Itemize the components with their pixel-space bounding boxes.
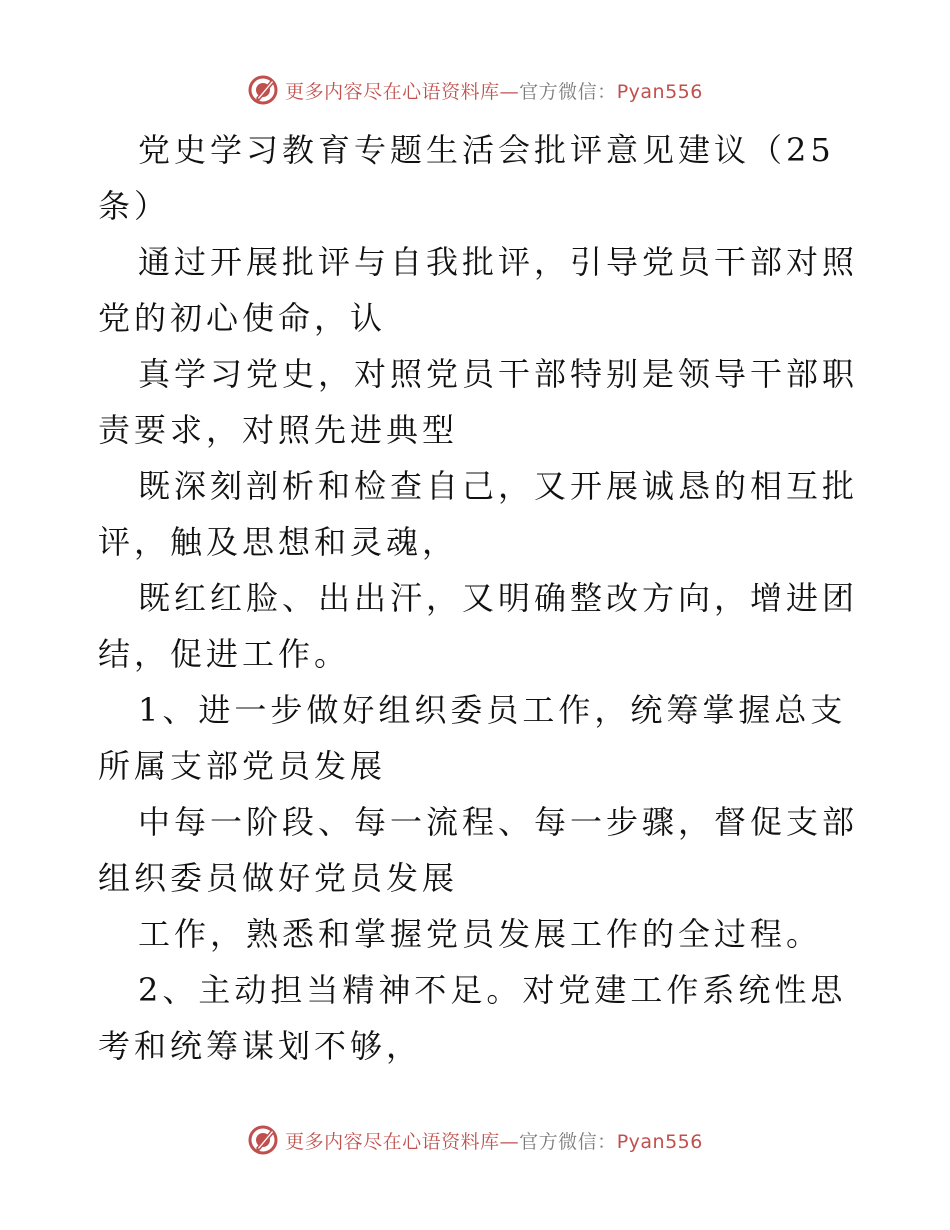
banner-text	[285, 77, 703, 104]
paragraph: 1、进一步做好组织委员工作，统筹掌握总支所属支部党员发展	[98, 691, 847, 785]
banner-separator: —	[499, 1130, 520, 1153]
banner-site-name: 更多内容尽在心语资料库	[285, 1130, 500, 1153]
banner-text	[285, 1127, 703, 1154]
paragraph: 既深刻剖析和检查自己，又开展诚恳的相互批评，触及思想和灵魂，	[98, 467, 859, 561]
paragraph: 真学习党史，对照党员干部特别是领导干部职责要求，对照先进典型	[98, 355, 859, 449]
banner-wechat-label: 官方微信：	[519, 80, 617, 103]
banner-site-name: 更多内容尽在心语资料库	[285, 80, 500, 103]
banner-separator: —	[499, 80, 520, 103]
paragraph: 2、主动担当精神不足。对党建工作系统性思考和统筹谋划不够，	[98, 971, 847, 1065]
document-body	[98, 122, 858, 1074]
footer-banner	[0, 1120, 950, 1160]
paragraph: 通过开展批评与自我批评，引导党员干部对照党的初心使命，认	[98, 243, 859, 337]
paragraph: 工作，熟悉和掌握党员发展工作的全过程。	[138, 915, 823, 953]
banner-wechat-account: Pyan556	[616, 1130, 703, 1153]
document-title: 党史学习教育专题生活会批评意见建议（25条）	[98, 131, 835, 225]
pen-circle-logo-icon	[247, 74, 279, 106]
banner-wechat-label: 官方微信：	[519, 1130, 617, 1153]
pen-circle-logo-icon	[247, 1124, 279, 1156]
header-banner	[0, 70, 950, 110]
banner-wechat-account: Pyan556	[616, 80, 703, 103]
paragraph: 中每一阶段、每一流程、每一步骤，督促支部组织委员做好党员发展	[98, 803, 859, 897]
paragraph: 既红红脸、出出汗，又明确整改方向，增进团结，促进工作。	[98, 579, 859, 673]
